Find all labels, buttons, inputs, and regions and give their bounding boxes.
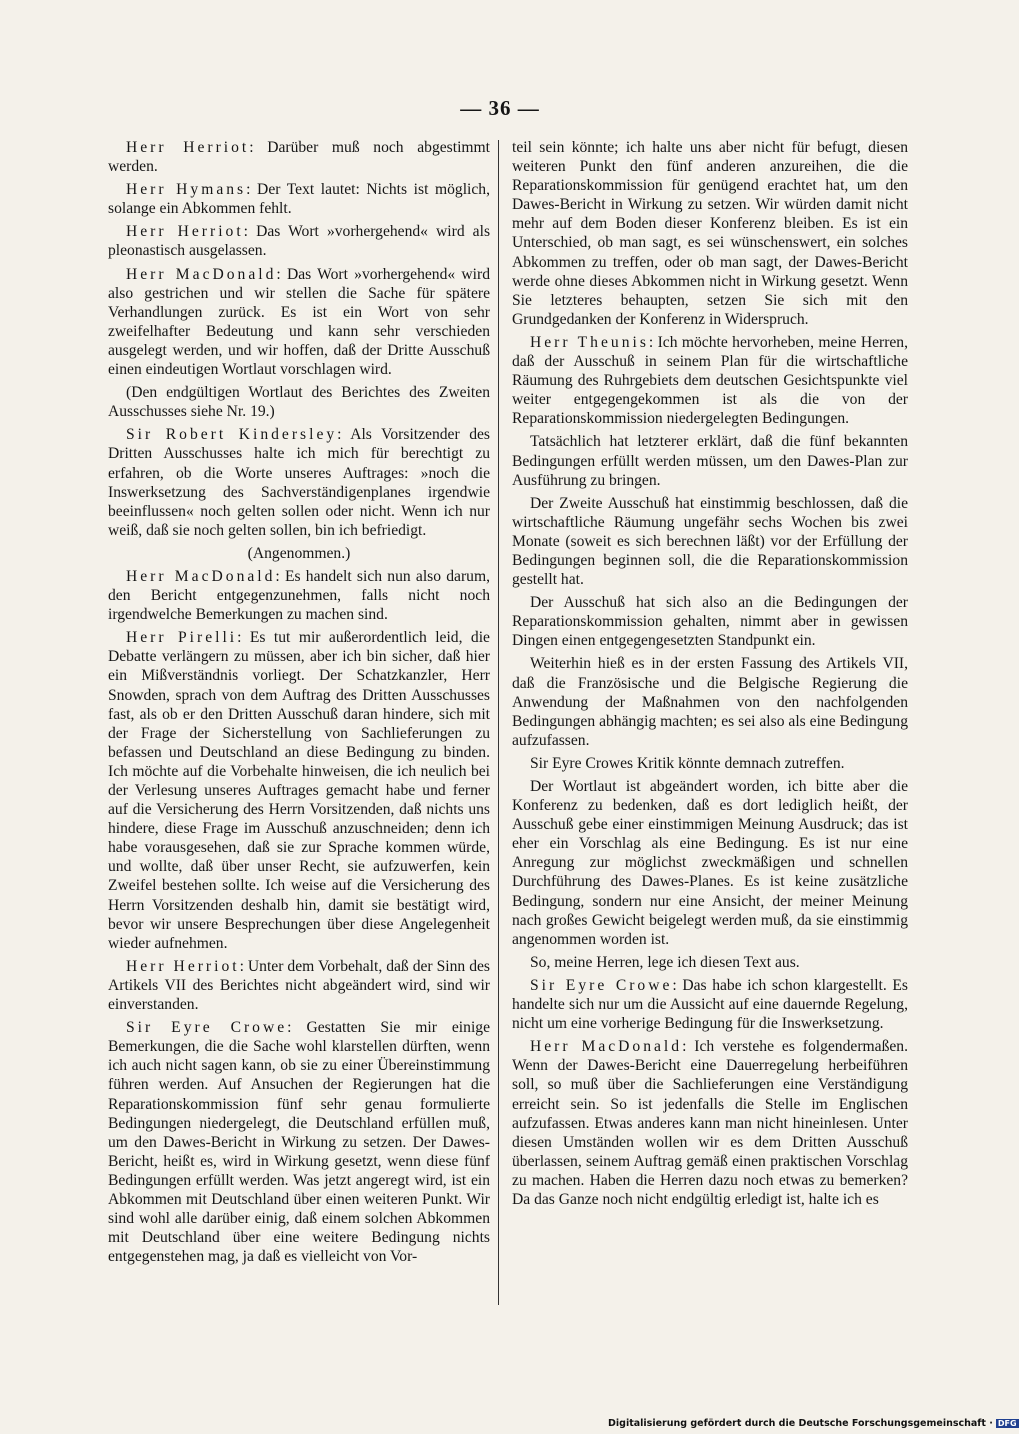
paragraph <box>512 976 908 1033</box>
paragraph <box>108 265 490 380</box>
speaker-name: Herr MacDonald <box>530 1038 683 1056</box>
paragraph <box>108 180 490 218</box>
paragraph-text: : Unter dem Vorbehalt, daß der Sinn des Artikels VII des Berichtes nicht abgeändert wird, sind wir einverstanden. <box>108 957 490 1014</box>
paragraph <box>108 425 490 540</box>
paragraph <box>512 593 908 650</box>
page-number: — 36 — <box>460 96 540 120</box>
paragraph-text: Sir Eyre Crowes Kritik könnte demnach zutreffen. <box>530 754 845 772</box>
paragraph-text: : Das habe ich schon klargestellt. Es handelte sich nur um die Aussicht auf eine dauernde Regelung, nicht um eine vorherige Bedingung für die Inswerksetzung. <box>512 976 908 1033</box>
paragraph-text: : Als Vorsitzender des Dritten Ausschusses halte ich mich für berechtigt zu erfahren, ob die Worte unseres Auftrages: »noch die Inswerksetzung des Sachverständigenplanes irgendwie beeinflussen« noch gelten sollen oder nicht. Wenn ich nur weiß, daß sie noch gelten sollen, bin ich befriedigt. <box>108 426 490 539</box>
speaker-name: Sir Eyre Crowe <box>126 1019 288 1037</box>
speaker-name: Herr Pirelli <box>126 629 238 647</box>
paragraph <box>512 777 908 949</box>
paragraph <box>512 654 908 749</box>
digitization-credit <box>608 1418 1017 1429</box>
dfg-logo: DFG <box>997 1419 1017 1428</box>
paragraph-text: : Es tut mir außerordentlich leid, die Debatte verlängern zu müssen, aber ich bin sicher, daß hier ein Mißverständnis vorliegt. Der Schatzkanzler, Herr Snowden, sprach von dem Auftrag des Dritten Ausschusses fast, als ob er den Dritten Ausschuß daran hindere, sich mit der Frage der Sicherstellung von Sachlieferungen zu befassen und Deutschland an diese Bedingung zu binden. Ich möchte auf die Vorbehalte hinweisen, die ich neulich bei der Verlesung unseres Auftrages gemacht habe und ferner auf die Versicherung des Herrn Vorsitzenden, daß nichts uns hindere, diese Frage im Ausschuß anzuschneiden; denn ich habe vorausgesehen, daß sie zur Sprache kommen würde, und wollte, daß über unser Recht, sie aufzuwerfen, kein Zweifel bestehen sollte. Ich weise auf die Versicherung des Herrn Vorsitzenden deshalb hin, damit sie bestätigt wird, bevor wir unsere Besprechungen über diese Angelegenheit wieder aufnehmen. <box>108 629 490 952</box>
paragraph-text: (Angenommen.) <box>247 544 351 562</box>
paragraph-text: Tatsächlich hat letzterer erklärt, daß die fünf bekannten Bedingungen erfüllt werden müssen, um den Dawes-Plan zur Ausführung zu bringen. <box>512 433 908 489</box>
paragraph <box>512 494 908 589</box>
paragraph-text: : Ich verstehe es folgendermaßen. Wenn der Dawes-Bericht eine Dauerregelung herbeiführen soll, so muß über die Sachlieferungen eine Verständigung erreicht sein. So ist jedenfalls die Stelle im Englischen aufzufassen. Etwas anderes kann man nicht hineinlesen. Unter diesen Umständen wollen wir es dem Dritten Ausschuß überlassen, seinem Auftrag gemäß einen praktischen Vorschlag zu machen. Haben die Herren dazu noch etwas zu bemerken? Da das Ganze noch nicht endgültig erledigt ist, halte ich es <box>512 1038 908 1208</box>
paragraph-text: : Es handelt sich nun also darum, den Bericht entgegenzunehmen, falls nicht noch irgendwelche Bemerkungen zu machen sind. <box>108 567 490 624</box>
paragraph-text: : Darüber muß noch abgestimmt werden. <box>108 139 490 176</box>
paragraph-text: teil sein könnte; ich halte uns aber nicht für befugt, diesen weiteren Punkt den fünf anderen anzureihen, die die Reparationskommission für genügend erachtet hat, um den Dawes-Bericht in Wirkung zu setzen. Wir würden damit nicht mehr auf dem Boden dieser Konferenz bleiben. Es ist ein Unterschied, ob man sagt, es sei wünschenswert, ein solches Abkommen zu treffen, oder ob man sagt, der Dawes-Bericht werde ohne dieses Abkommen nicht in Wirkung gesetzt. Wenn Sie letzteres behaupten, setzen Sie sich mit den Grundgedanken der Konferenz in Widerspruch. <box>512 139 908 328</box>
paragraph <box>108 222 490 260</box>
speaker-name: Herr Herriot <box>126 957 240 975</box>
paragraph <box>108 1018 490 1266</box>
footer-text: Digitalisierung gefördert durch die Deutsche Forschungsgemeinschaft · <box>608 1418 993 1429</box>
speaker-name: Sir Eyre Crowe <box>530 976 673 994</box>
right-column <box>512 138 908 1213</box>
paragraph-text: Der Zweite Ausschuß hat einstimmig beschlossen, daß die wirtschaftliche Räumung ungefähr sechs Wochen bis zwei Monate (soweit es sich berechnen läßt) vor der Erfüllung der Bedingungen beginnen soll, die die Reparationskommission gestellt hat. <box>512 494 908 589</box>
paragraph <box>512 333 908 428</box>
paragraph-text: So, meine Herren, lege ich diesen Text aus. <box>530 953 800 971</box>
paragraph-text: : Gestatten Sie mir einige Bemerkungen, die die Sache wohl klarstellen dürften, wenn ich auch nicht sagen kann, ob sie zu einer Übereinstimmung führen werden. Auf Ansuchen der Regierungen hat die Reparationskommission fünf sehr genau formulierte Bedingungen niedergelegt, die Deutschland erfüllen muß, um den Dawes-Bericht in Wirkung zu setzen. Der Dawes-Bericht, heißt es, wird in Wirkung gesetzt, wenn diese fünf Bedingungen erfüllt werden. Was jetzt angeregt wird, ist ein Abkommen mit Deutschland über einen weiteren Punkt. Wir sind wohl alle darüber einig, daß einem solchen Abkommen mit Deutschland über eine weitere Bedingung nichts entgegenstehen mag, ja daß es vielleicht von Vor- <box>108 1019 490 1266</box>
paragraph <box>512 138 908 329</box>
speaker-name: Herr Herriot <box>126 223 244 241</box>
paragraph <box>108 383 490 421</box>
paragraph <box>512 1037 908 1209</box>
paragraph <box>108 567 490 624</box>
paragraph-text: : Das Wort »vorhergehend« wird als pleonastisch ausgelassen. <box>108 223 491 260</box>
paragraph <box>512 432 908 489</box>
paragraph-text: Der Wortlaut ist abgeändert worden, ich bitte aber die Konferenz zu bedenken, daß es dort lediglich heißt, der Ausschuß gebe einer einstimmigen Meinung Ausdruck; das ist eher ein Vorschlag als eine Bedingung. Es ist nur eine Anregung zur möglichst zweckmäßigen und schnellen Durchführung des Dawes-Planes. Es ist keine zusätzliche Bedingung, sondern nur eine Ansicht, der meiner Meinung nach großes Gewicht beigelegt werden muß, da sie einstimmig angenommen worden ist. <box>512 778 908 948</box>
speaker-name: Herr Herriot <box>126 139 250 156</box>
paragraph <box>108 138 490 176</box>
paragraph-text: (Den endgültigen Wortlaut des Berichtes des Zweiten Ausschusses siehe Nr. 19.) <box>108 384 490 421</box>
speaker-name: Sir Robert Kindersley <box>126 426 338 444</box>
paragraph <box>108 957 490 1014</box>
paragraph-text: : Ich möchte hervorheben, meine Herren, daß der Ausschuß in seinem Plan für die wirtschaftliche Räumung des Ruhrgebiets dem deutschen Gesichtspunkte viel weiter entgegengekommen ist als die von der Reparationskommission niedergelegten Bedingungen. <box>512 333 908 428</box>
paragraph <box>108 544 490 563</box>
speaker-name: Herr MacDonald <box>126 567 276 585</box>
speaker-name: Herr Hymans <box>126 181 247 199</box>
paragraph <box>512 754 908 773</box>
paragraph <box>108 628 490 953</box>
paragraph-text: Weiterhin hieß es in der ersten Fassung des Artikels VII, daß die Französische und die Belgische Regierung die Anwendung der Maßnahmen von den nachfolgenden Bedingungen abhängig machten; es sei also als eine Bedingung aufzufassen. <box>512 655 908 749</box>
paragraph-text: Der Ausschuß hat sich also an die Bedingungen der Reparationskommission gehalten, nimmt aber in gewissen Dingen einen entgegengesetzten Standpunkt ein. <box>512 594 908 650</box>
paragraph <box>512 953 908 972</box>
left-column <box>108 138 490 1270</box>
column-divider <box>498 140 499 1305</box>
speaker-name: Herr Theunis <box>530 333 649 351</box>
paragraph-text: : Das Wort »vorhergehend« wird also gestrichen und wir stellen die Sache für spätere Verhandlungen zurück. Es ist ein Wort von sehr zweifelhafter Bedeutung und kann sehr verschieden ausgelegt werden, und wir hoffen, daß der Dritte Ausschuß einen eindeutigen Wortlaut vorschlagen wird. <box>108 265 490 379</box>
speaker-name: Herr MacDonald <box>126 265 277 283</box>
paragraph-text: : Der Text lautet: Nichts ist möglich, solange ein Abkommen fehlt. <box>108 181 490 218</box>
